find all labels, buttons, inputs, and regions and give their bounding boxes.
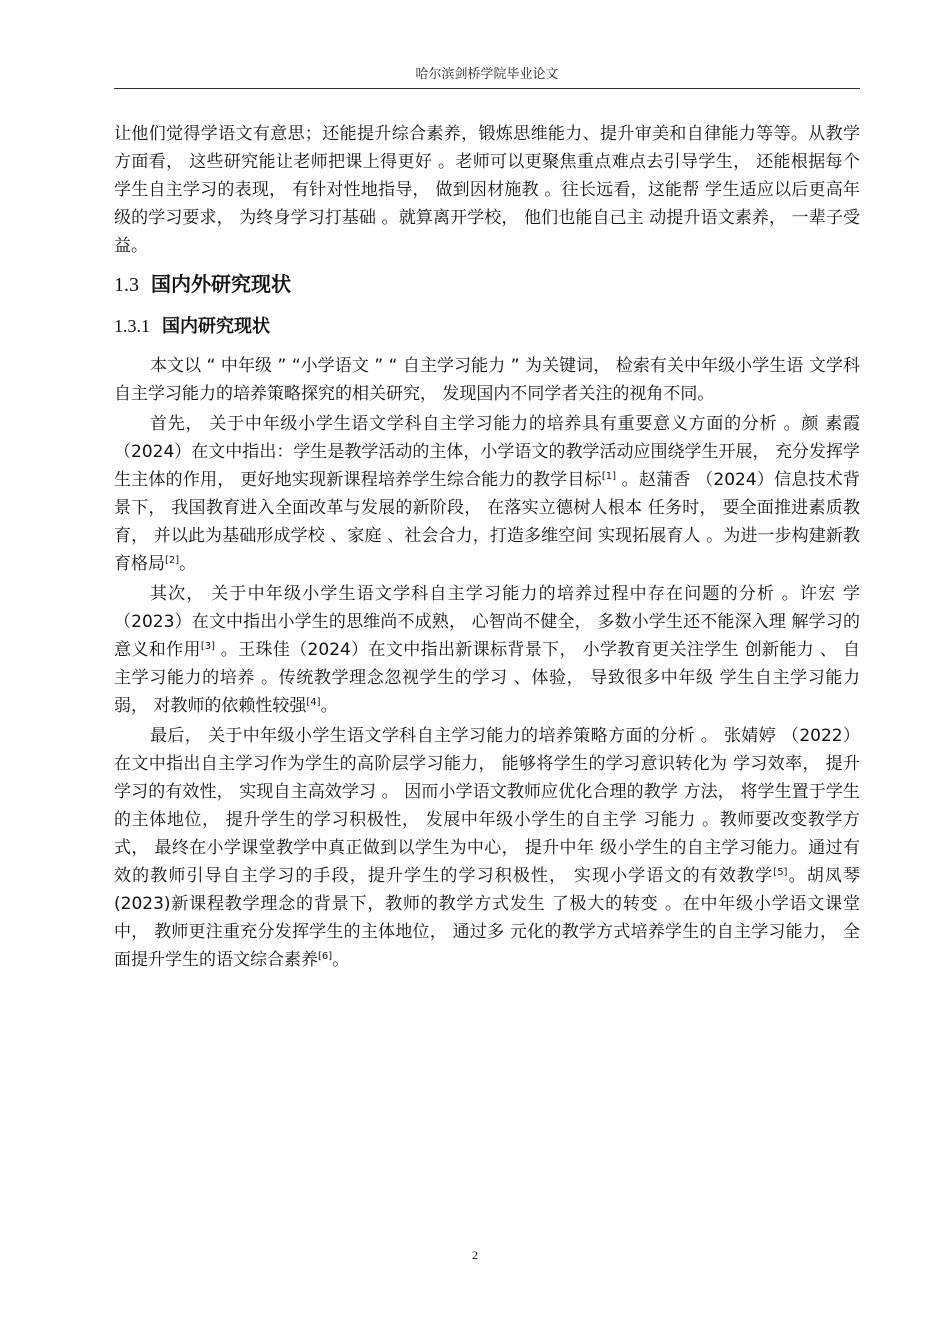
continuation-paragraph: 让他们觉得学语文有意思；还能提升综合素养，锻炼思维能力、提升审美和自律能力等等。从教学方面看， 这些研究能让老师把课上得更好 。老师可以更聚焦重点难点去引导学生， 还能根据每个学生自主学习的表现， 有针对性地指导， 做到因材施教 。往长远看，这能帮 学生适应以后更高年级的学习要求， 为终身学习打基础 。就算离开学校， 他们也能自己主 动提升语文素养， 一辈子受益。: [114, 124, 860, 256]
header-rule: [114, 88, 860, 89]
section-number: 1.3: [114, 274, 139, 296]
paragraph-second: [114, 580, 860, 720]
intro-paragraph: 本文以 “ 中年级 ” “小学语文 ” “ 自主学习能力 ” 为关键词， 检索有关中年级小学生语 文学科自主学习能力的培养策略探究的相关研究， 发现国内不同学者关注的视角不同。: [114, 356, 860, 404]
citation-ref: [3]: [200, 641, 215, 652]
paragraph-text: 。赵蒲香 （2024）信息技术背景下， 我国教育进入全面改革与发展的新阶段， 在落实立德树人根本 任务时， 要全面推进素质教育， 并以此为基础形成学校 、家庭 、社会合力，打造多维空间 实现拓展育人 。为进一步构建新教育格局: [114, 470, 860, 574]
paragraph-third: [114, 722, 860, 974]
page-number: 2: [472, 1248, 478, 1262]
section-title: 国内外研究现状: [151, 272, 291, 296]
citation-ref: [1]: [601, 471, 617, 482]
paragraph-text: 。: [179, 554, 197, 574]
paragraph-text: 。: [332, 950, 350, 970]
subsection-number: 1.3.1: [114, 316, 150, 336]
paragraph-text: 最后， 关于中年级小学生语文学科自主学习能力的培养策略方面的分析 。 张婧婷 （2022）在文中指出自主学习作为学生的高阶层学习能力， 能够将学生的学习意识转化为 学习效率， 提升学习的有效性， 实现自主高效学习 。 因而小学语文教师应优化合理的教学 方法， 将学生置于学生的主体地位， 提升学生的学习积极性， 发展中年级小学生的自主学 习能力 。教师要改变教学方式， 最终在小学课堂教学中真正做到以学生为中心， 提升中年 级小学生的自主学习能力。通过有效的教师引导自主学习的手段，提升学生的学习积极性， 实现小学语文的有效教学: [114, 726, 860, 886]
paragraph-text: 。胡凤琴(2023)新课程教学理念的背景下，教师的教学方式发生 了极大的转变 。在中年级小学语文课堂中， 教师更注重充分发挥学生的主体地位， 通过多 元化的教学方式培养学生的自主学习能力， 全面提升学生的语文综合素养: [114, 866, 860, 970]
paragraph-first: [114, 410, 860, 578]
paragraph-text: 。: [320, 696, 338, 716]
paragraph-text: 其次， 关于中年级小学生语文学科自主学习能力的培养过程中存在问题的分析 。许宏 学（2023）在文中指出小学生的思维尚不成熟， 心智尚不健全， 多数小学生还不能深入理 解学习的意义和作用: [114, 584, 860, 660]
citation-ref: [4]: [306, 697, 321, 708]
paragraph-text: 首先， 关于中年级小学生语文学科自主学习能力的培养具有重要意义方面的分析 。颜 素霞（2024）在文中指出：学生是教学活动的主体，小学语文的教学活动应围绕学生开展， 充分发挥学生主体的作用， 更好地实现新课程培养学生综合能力的教学目标: [114, 414, 860, 490]
subsection-heading: [114, 311, 860, 342]
subsection-title: 国内研究现状: [162, 316, 270, 337]
page-body: [114, 120, 860, 974]
paragraph-text: 。王珠佳（2024）在文中指出新课标背景下， 小学教育更关注学生 创新能力 、 自主学习能力的培养 。传统教学理念忽视学生的学习 、体验， 导致很多中年级 学生自主学习能力弱， 对教师的依赖性较强: [114, 640, 861, 716]
citation-ref: [6]: [318, 951, 333, 962]
section-heading: [114, 268, 860, 301]
citation-ref: [2]: [165, 555, 180, 566]
citation-ref: [5]: [773, 867, 788, 878]
running-header: 哈尔滨剑桥学院毕业论文: [415, 67, 559, 82]
